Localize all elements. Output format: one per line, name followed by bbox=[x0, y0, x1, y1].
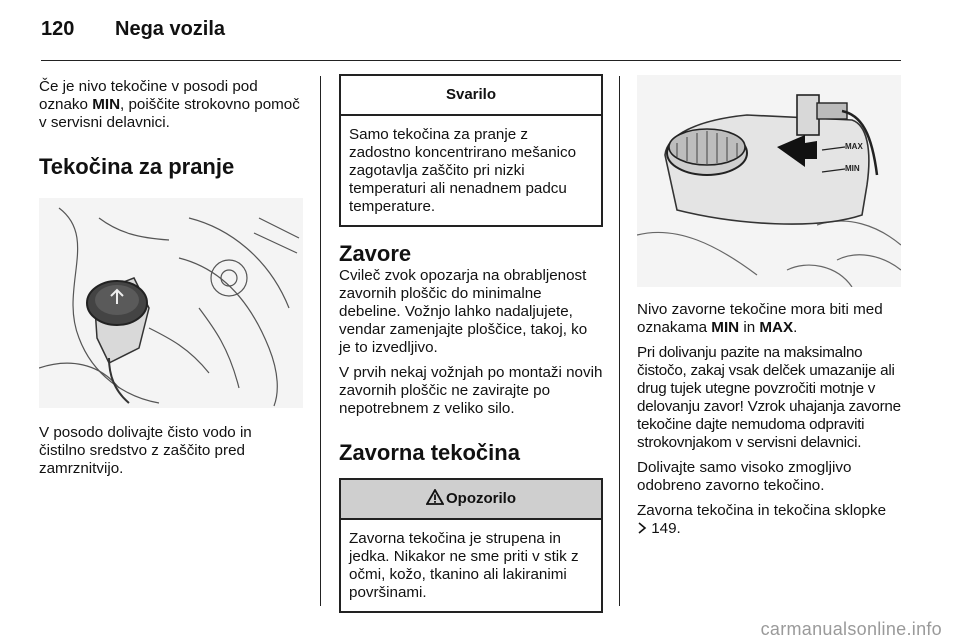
min-mark-label: MIN bbox=[845, 164, 860, 173]
watermark: carmanualsonline.info bbox=[760, 619, 942, 639]
page-link-149[interactable]: 149. bbox=[647, 520, 681, 537]
brakes-paragraph-2: V prvih nekaj vožnjah po montaži novih zavornih ploščic ne zavirajte po nepotrebnem z veliko silo. bbox=[339, 364, 603, 417]
caution-box-title: Opozorilo bbox=[341, 480, 601, 520]
washer-fluid-paragraph: V posodo dolivajte čisto vodo in čistilno sredstvo z zaščito pred zamrznitvijo. bbox=[39, 424, 252, 477]
brake-reservoir-illustration bbox=[637, 75, 901, 287]
brake-fluid-heading: Zavorna tekočina bbox=[339, 440, 520, 465]
page-number: 120 bbox=[41, 18, 75, 40]
warning-box-text: Samo tekočina za pranje z zadostno koncentrirano mešanico zagotavlja zaščito pri nizki temperaturi ali nenadnem padcu temperature. bbox=[349, 126, 577, 215]
column-divider-2 bbox=[619, 76, 620, 606]
header-rule bbox=[41, 60, 901, 61]
washer-reservoir-drawing bbox=[39, 198, 303, 408]
column-divider-1 bbox=[320, 76, 321, 606]
warning-box-title: Svarilo bbox=[341, 76, 601, 116]
approved-fluid-paragraph: Dolivajte samo visoko zmogljivo odobreno zavorno tekočino. bbox=[637, 459, 852, 494]
warning-triangle-icon bbox=[426, 482, 444, 498]
caution-box-text: Zavorna tekočina je strupena in jedka. Nikakor ne sme priti v stik z očmi, kožo, tkanino ali lakiranimi površinami. bbox=[349, 530, 579, 601]
brake-reservoir-drawing bbox=[637, 75, 901, 287]
brake-fluid-level-paragraph: Nivo zavorne tekočine mora biti med oznakama MIN in MAX. bbox=[637, 301, 883, 336]
page-title: Nega vozila bbox=[115, 18, 226, 40]
washer-fluid-heading: Tekočina za pranje bbox=[39, 154, 235, 179]
max-mark-label: MAX bbox=[845, 142, 863, 151]
intro-paragraph: Če je nivo tekočine v posodi pod oznako MIN, poiščite strokovno pomoč v servisni delavnici. bbox=[39, 78, 300, 131]
washer-reservoir-illustration bbox=[39, 198, 303, 408]
column-1 bbox=[39, 78, 301, 485]
brakes-heading: Zavore bbox=[339, 241, 412, 266]
column-2 bbox=[339, 74, 603, 613]
cleanliness-paragraph: Pri dolivanju pazite na maksimalno čistočo, zakaj vsak delček umazanije ali drug tujek utegne povzročiti motnje v delovanju zavor! Vzrok uhajanja zavorne tekočine dajte nemudoma odpraviti strokovnjakom v servisni delavnici. bbox=[637, 344, 901, 451]
warning-box bbox=[339, 74, 603, 227]
brakes-paragraph-1: Cvileč zvok opozarja na obrabljenost zavornih ploščic do minimalne debeline. Vožnjo lahko nadaljujete, vendar zamenjajte ploščice, takoj, ko je to izvedljivo. bbox=[339, 267, 588, 356]
caution-box bbox=[339, 478, 603, 613]
column-3 bbox=[637, 75, 901, 545]
page-reference-icon bbox=[637, 521, 647, 533]
clutch-fluid-reference: Zavorna tekočina in tekočina sklopke 149. bbox=[637, 502, 887, 537]
